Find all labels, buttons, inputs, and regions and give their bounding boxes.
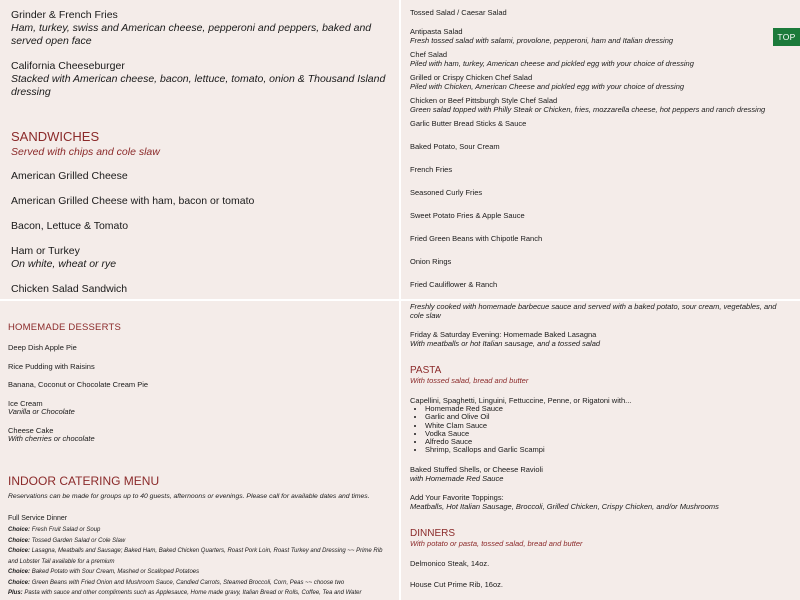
list-item (8, 381, 390, 390)
menu-item-california-cheeseburger (11, 60, 387, 99)
item-name: Ham or Turkey (11, 245, 80, 257)
list-item (410, 559, 792, 568)
menu-panel-bottom-left (0, 302, 398, 600)
list-item (8, 567, 390, 578)
item-name: Chicken Salad Sandwich (11, 283, 128, 295)
line-text: Fresh Fruit Salad or Soup (31, 527, 101, 533)
menu-panel-bottom-right (402, 302, 800, 600)
list-item (8, 363, 390, 372)
list-item (410, 165, 792, 174)
item-name: Ice Cream (8, 398, 43, 408)
list-item: • Shrimp, Scallops and Garlic Scampi (425, 446, 792, 454)
list-item (410, 188, 792, 197)
item-desc: Vanilla or Chocolate (8, 407, 75, 416)
list-item (410, 96, 792, 114)
item-name: Deep Dish Apple Pie (8, 343, 77, 352)
list-item (11, 245, 387, 271)
list-item (410, 27, 792, 45)
item-name: Baked Potato, Sour Cream (410, 142, 500, 151)
item-desc: Stacked with American cheese, bacon, lettuce, tomato, onion & Thousand Island dressing (11, 73, 386, 98)
list-item: • White Clam Sauce (425, 422, 792, 430)
menu-item-pasta (410, 396, 792, 455)
item-name: Chicken or Beef Pittsburgh Style Chef Salad (410, 96, 558, 105)
item-name: Friday & Saturday Evening: Homemade Baked Lasagna (410, 330, 597, 339)
line-label: Choice: (8, 579, 31, 586)
item-name: Chef Salad (410, 50, 448, 59)
line-text: Green Beans with Fried Onion and Mushroom Sauce, Candied Carrots, Steamed Broccoli, Corn, Peas ~~ choose two (31, 579, 345, 586)
line-label: Plus: (8, 590, 23, 596)
menu-item-grinder (11, 9, 387, 48)
item-desc: Green salad topped with Philly Steak or Chicken, fries, mozzarella cheese, hot peppers and ranch dressing (410, 105, 766, 114)
catering-list (8, 514, 390, 600)
section-subtitle-dinners: With potato or pasta, tossed salad, bread and butter (410, 538, 583, 548)
list-item: • Alfredo Sauce (425, 438, 792, 446)
item-name: Capellini, Spaghetti, Linguini, Fettuccine, Penne, or Rigatoni with... (410, 396, 632, 405)
item-desc: Freshly cooked with homemade barbecue sauce and served with a baked potato, sour cream, vegetables, and cole slaw (410, 302, 777, 320)
section-title-dinners: DINNERS (410, 527, 456, 539)
list-item (410, 119, 792, 128)
item-name: American Grilled Cheese (11, 170, 128, 182)
list-item (8, 344, 390, 353)
item-name: Antipasta Salad (410, 27, 463, 36)
list-item (410, 8, 792, 17)
list-item: • Homemade Red Sauce (425, 405, 792, 413)
line-text: Lasagna, Meatballs and Sausage; Baked Ham, Baked Chicken Quarters, Roast Pork Loin, Roast Turkey and Dressing ~~ Prime Rib and Lobster Tail available for a premium (8, 548, 383, 565)
menu-item-toppings (410, 493, 792, 511)
list-item (11, 195, 387, 208)
item-name: House Cut Prime Rib, 16oz. (410, 579, 503, 589)
list-item (8, 536, 390, 547)
item-name: French Fries (410, 165, 453, 174)
item-name: Garlic Butter Bread Sticks & Sauce (410, 119, 527, 128)
grinder-section (11, 0, 387, 99)
item-desc: with Homemade Red Sauce (410, 473, 504, 483)
salads-sides-list (410, 8, 792, 298)
catering-note: Reservations can be made for groups up to 40 guests, afternoons or evenings. Please call for available dates and times. (8, 492, 370, 500)
item-name: California Cheeseburger (11, 60, 125, 72)
section-title-pasta: PASTA (410, 365, 442, 376)
list-item: • Garlic and Olive Oil (425, 413, 792, 421)
list-item (8, 546, 390, 567)
list-item (410, 580, 792, 589)
item-name: Grinder & French Fries (11, 9, 118, 21)
item-name: Delmonico Steak, 14oz. (410, 558, 490, 568)
item-name: Banana, Coconut or Chocolate Cream Pie (8, 380, 149, 389)
item-desc: Ham, turkey, swiss and American cheese, pepperoni and peppers, baked and served open face (11, 22, 372, 47)
pasta-sauce-list (410, 405, 792, 455)
item-name: Cheese Cake (8, 425, 54, 435)
line-label: Choice: (8, 527, 31, 533)
list-item (8, 578, 390, 589)
item-name: Onion Rings (410, 257, 452, 266)
menu-item-lasagna (410, 330, 792, 348)
scroll-to-top-button[interactable]: TOP (773, 28, 800, 46)
line-text: Tossed Garden Salad or Cole Slaw (31, 537, 126, 544)
section-title-sandwiches: SANDWICHES (11, 129, 100, 144)
list-item (410, 73, 792, 91)
list-item: • Vodka Sauce (425, 430, 792, 438)
item-name: Bacon, Lettuce & Tomato (11, 220, 129, 232)
menu-panel-top-left (0, 0, 398, 298)
item-name: Seasoned Curly Fries (410, 188, 483, 197)
item-name: Fried Cauliflower & Ranch (410, 280, 498, 289)
list-item (8, 588, 390, 599)
list-item (11, 283, 387, 296)
item-name: Baked Stuffed Shells, or Cheese Ravioli (410, 464, 543, 474)
dessert-list (8, 344, 390, 444)
item-desc: Fresh tossed salad with salami, provolone, pepperoni, ham and Italian dressing (410, 36, 674, 45)
item-desc: Piled with ham, turkey, American cheese and pickled egg with your choice of dressing (410, 59, 694, 68)
list-item (410, 257, 792, 266)
section-subtitle-sandwiches: Served with chips and cole slaw (11, 146, 160, 158)
item-name: Tossed Salad / Caesar Salad (410, 8, 507, 17)
list-item (410, 211, 792, 220)
item-desc: With meatballs or hot Italian sausage, and a tossed salad (410, 339, 601, 348)
line-text: Pasta with sauce and other compliments such as Applesauce, Home made gravy, Italian Bread or Rolls, Coffee, Tea and Water (24, 590, 362, 596)
list-item (410, 280, 792, 289)
list-item (11, 220, 387, 233)
item-desc: On white, wheat or rye (11, 258, 117, 270)
section-title-desserts: HOMEMADE DESSERTS (8, 322, 122, 333)
menu-item-shells (410, 465, 792, 483)
section-subtitle-pasta: With tossed salad, bread and butter (410, 376, 529, 385)
item-name: Sweet Potato Fries & Apple Sauce (410, 211, 525, 220)
list-item (8, 400, 390, 417)
item-desc: Meatballs, Hot Italian Sausage, Broccoli, Grilled Chicken, Crispy Chicken, and/or Mushrooms (410, 501, 719, 511)
list-item (11, 170, 387, 183)
list-item (8, 525, 390, 536)
line-text: Baked Potato with Sour Cream, Mashed or Scalloped Potatoes (31, 569, 200, 575)
line-label: Choice: (8, 569, 31, 575)
line-label: Choice: (8, 548, 31, 554)
item-name: Rice Pudding with Raisins (8, 361, 95, 371)
item-name: Fried Green Beans with Chipotle Ranch (410, 234, 543, 243)
item-name: American Grilled Cheese with ham, bacon or tomato (11, 195, 255, 207)
item-desc: Piled with Chicken, American Cheese and pickled egg with your choice of dressing (410, 82, 685, 91)
section-title-catering: INDOOR CATERING MENU (8, 473, 160, 488)
menu-panel-top-right (402, 0, 800, 298)
list-item (410, 50, 792, 68)
sandwich-list (11, 170, 387, 298)
catering-dinner-title: Full Service Dinner (8, 514, 68, 522)
item-desc: With cherries or chocolate (8, 434, 95, 443)
list-item (410, 142, 792, 151)
item-name: Add Your Favorite Toppings: (410, 492, 504, 502)
line-label: Choice: (8, 537, 31, 544)
list-item (410, 234, 792, 243)
panel-divider-horizontal (0, 299, 800, 301)
list-item (8, 427, 390, 444)
item-name: Grilled or Crispy Chicken Chef Salad (410, 73, 533, 82)
